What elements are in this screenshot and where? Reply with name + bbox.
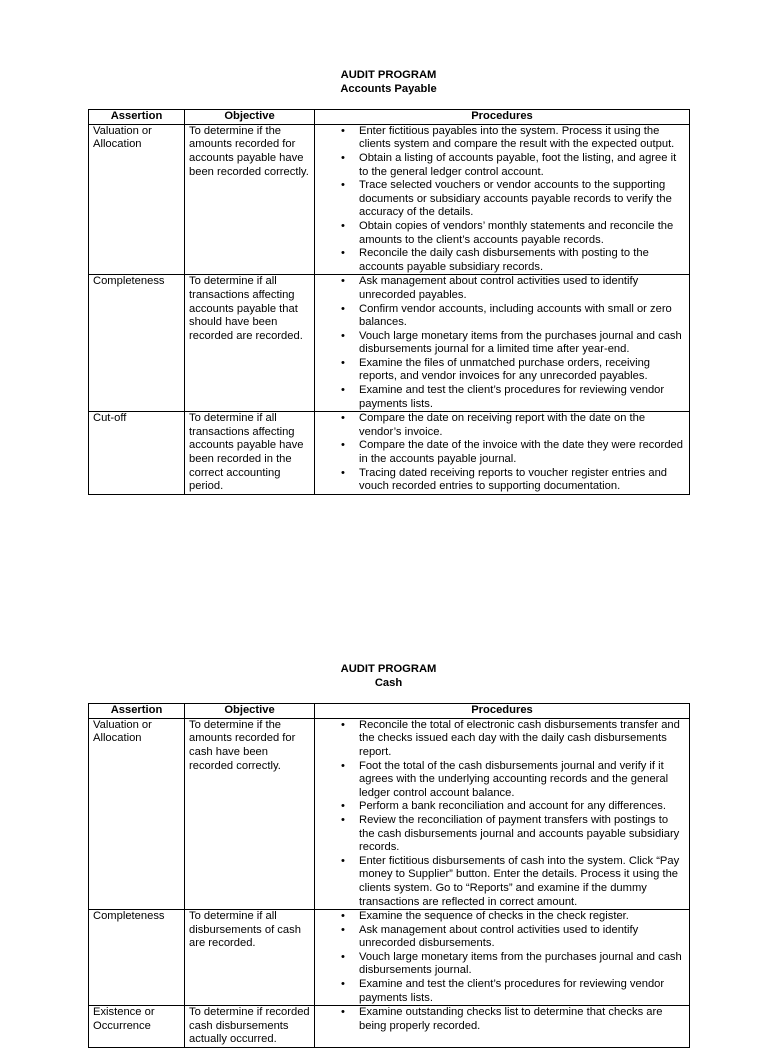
column-header-assertion: Assertion [89,110,185,125]
procedure-item: • Foot the total of the cash disbursements journal and verify if it agrees with the underlying accounting records and the general ledger control account balance. [319,760,689,801]
table-row [89,124,690,275]
procedure-item: • Ask management about control activities used to identify unrecorded disbursements. [319,924,689,951]
procedure-item: • Ask management about control activities used to identify unrecorded payables. [319,275,689,302]
section-subtitle: Accounts Payable [340,82,437,95]
audit-table [88,703,690,1048]
audit-program-accounts-payable [88,69,689,495]
objective-cell: To determine if recorded cash disbursements actually occurred. [185,1006,315,1048]
procedure-item: • Obtain copies of vendors’ monthly statements and reconcile the amounts to the client’s accounts payable records. [319,220,689,247]
procedure-item: • Trace selected vouchers or vendor accounts to the supporting documents or subsidiary accounts payable records to verify the accuracy of the details. [319,179,689,220]
table-row [89,275,690,412]
procedures-cell [315,910,690,1006]
procedure-item: • Compare the date on receiving report with the date on the vendor’s invoice. [319,412,689,439]
section-title: AUDIT PROGRAM [340,663,437,675]
procedure-item: • Enter fictitious payables into the system. Process it using the clients system and compare the result with the expected output. [319,125,689,152]
procedure-item: • Reconcile the daily cash disbursements with posting to the accounts payable subsidiary records. [319,247,689,274]
procedure-item: • Examine outstanding checks list to determine that checks are being properly recorded. [319,1006,689,1033]
procedure-item: • Perform a bank reconciliation and account for any differences. [319,800,689,814]
assertion-cell: Valuation or Allocation [89,124,185,275]
assertion-cell: Valuation or Allocation [89,718,185,909]
column-header-objective: Objective [185,704,315,719]
table-row [89,718,690,909]
procedure-item: • Confirm vendor accounts, including accounts with small or zero balances. [319,303,689,330]
section-title: AUDIT PROGRAM [340,69,437,81]
objective-cell: To determine if all transactions affecting accounts payable that should have been recorded are recorded. [185,275,315,412]
procedures-list [319,719,689,909]
objective-cell: To determine if the amounts recorded for cash have been recorded correctly. [185,718,315,909]
procedure-item: • Review the reconciliation of payment transfers with postings to the cash disbursements journal and accounts payable subsidiary records. [319,814,689,855]
assertion-cell: Existence or Occurrence [89,1006,185,1048]
procedure-item: • Obtain a listing of accounts payable, foot the listing, and agree it to the general ledger control account. [319,152,689,179]
column-header-assertion: Assertion [89,704,185,719]
procedure-item: • Compare the date of the invoice with the date they were recorded in the accounts payable journal. [319,439,689,466]
objective-cell: To determine if all disbursements of cash are recorded. [185,910,315,1006]
procedures-list [319,1006,689,1033]
procedure-item: • Examine the files of unmatched purchase orders, receiving reports, and vendor invoices for any unrecorded payables. [319,357,689,384]
section-subtitle: Cash [374,676,403,689]
procedure-item: • Examine the sequence of checks in the check register. [319,910,689,924]
audit-program-cash [88,663,689,1048]
table-row [89,910,690,1006]
objective-cell: To determine if the amounts recorded for accounts payable have been recorded correctly. [185,124,315,275]
procedures-cell [315,275,690,412]
procedures-list [319,412,689,494]
procedures-list [319,275,689,411]
assertion-cell: Completeness [89,275,185,412]
procedure-item: • Vouch large monetary items from the purchases journal and cash disbursements journal for a limited time after year-end. [319,330,689,357]
column-header-procedures: Procedures [315,110,690,125]
table-header-row [89,704,690,719]
table-row [89,412,690,495]
procedure-item: • Tracing dated receiving reports to voucher register entries and vouch recorded entries to supporting documentation. [319,467,689,494]
procedure-item: • Examine and test the client’s procedures for reviewing vendor payments lists. [319,978,689,1005]
procedure-item: • Vouch large monetary items from the purchases journal and cash disbursements journal. [319,951,689,978]
procedure-item: • Reconcile the total of electronic cash disbursements transfer and the checks issued each day with the daily cash disbursements report. [319,719,689,760]
assertion-cell: Cut-off [89,412,185,495]
procedures-cell [315,718,690,909]
table-header-row [89,110,690,125]
procedures-cell [315,412,690,495]
table-row [89,1006,690,1048]
column-header-procedures: Procedures [315,704,690,719]
procedure-item: • Enter fictitious disbursements of cash into the system. Click “Pay money to Supplier” button. Enter the details. Process it using the clients system. Go to “Reports” and examine if the dummy transactions are reflected in correct amount. [319,855,689,909]
assertion-cell: Completeness [89,910,185,1006]
procedures-list [319,125,689,275]
procedures-list [319,910,689,1005]
audit-table [88,109,690,495]
column-header-objective: Objective [185,110,315,125]
procedures-cell [315,124,690,275]
objective-cell: To determine if all transactions affecting accounts payable have been recorded in the correct accounting period. [185,412,315,495]
procedure-item: • Examine and test the client’s procedures for reviewing vendor payments lists. [319,384,689,411]
procedures-cell [315,1006,690,1048]
